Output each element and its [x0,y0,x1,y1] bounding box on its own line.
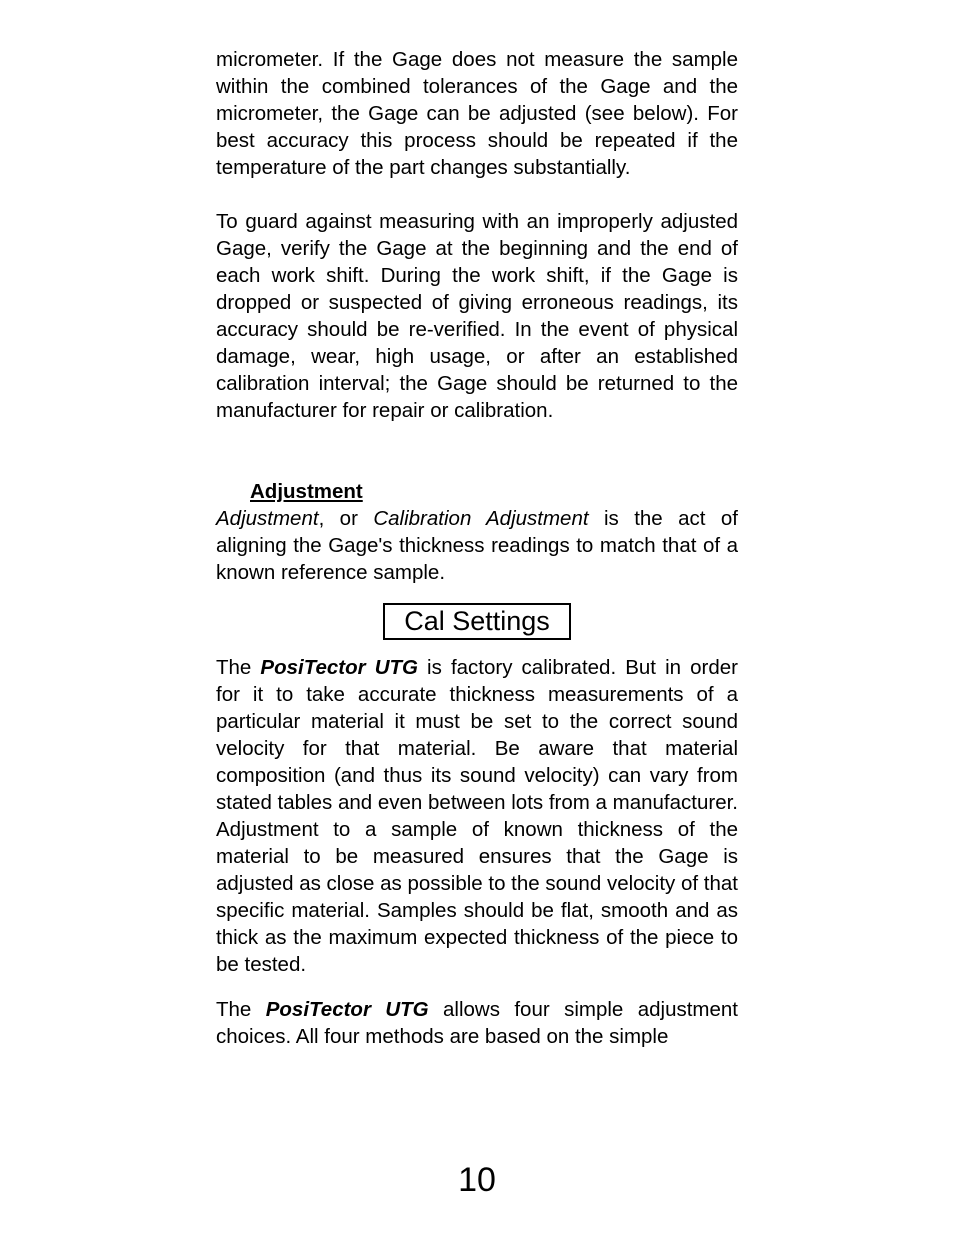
manual-page-content [216,46,738,1050]
paragraph3-text: is factory calibrated. But in order for it to take accurate thickness measurements of a particular material it must be set to the correct sound velocity for that material. Be aware that material composition (and thus its sound velocity) can vary from stated tables and even between lots from a manufacturer. Adjustment to a sample of known thickness of the material to be measured ensures that the Gage is adjusted as close as possible to the sound velocity of that specific material. Samples should be flat, smooth and as thick as the maximum expected thickness of the piece to be tested. [216,656,738,976]
paragraph-adjustment-choices [216,996,738,1050]
cal-settings-wrap [216,603,738,640]
product-name: PosiTector UTG [260,656,418,679]
paragraph-factory-calibration [216,654,738,978]
paragraph4-text: allows four simple adjustment choices. All four methods are based on the simple [216,998,738,1048]
paragraph-adjustment-definition [216,505,738,586]
paragraph-micrometer-verification: micrometer. If the Gage does not measure the sample within the combined tolerances of the Gage and the micrometer, the Gage can be adjusted (see below). For best accuracy this process should be repeated if the temperature of the part changes substantially. [216,48,738,179]
term-calibration-adjustment: Calibration Adjustment [373,507,589,530]
paragraph4-prefix: The [216,998,266,1021]
paragraph3-prefix: The [216,656,261,679]
adjustment-definition-text: is the act of aligning the Gage's thickness readings to match that of a known reference sample. [216,507,739,584]
section-heading-adjustment: Adjustment [250,480,363,503]
cal-settings-menu-label: Cal Settings [383,603,571,640]
term-connector: , or [318,507,374,530]
page-number: 10 [458,1161,496,1199]
term-adjustment: Adjustment [216,507,319,530]
paragraph-verify-gage: To guard against measuring with an improperly adjusted Gage, verify the Gage at the beginning and the end of each work shift. During the work shift, if the Gage is dropped or suspected of giving erroneous readings, its accuracy should be re-verified. In the event of physical damage, wear, high usage, or after an established calibration interval; the Gage should be returned to the manufacturer for repair or calibration. [216,210,738,422]
product-name: PosiTector UTG [265,998,429,1021]
